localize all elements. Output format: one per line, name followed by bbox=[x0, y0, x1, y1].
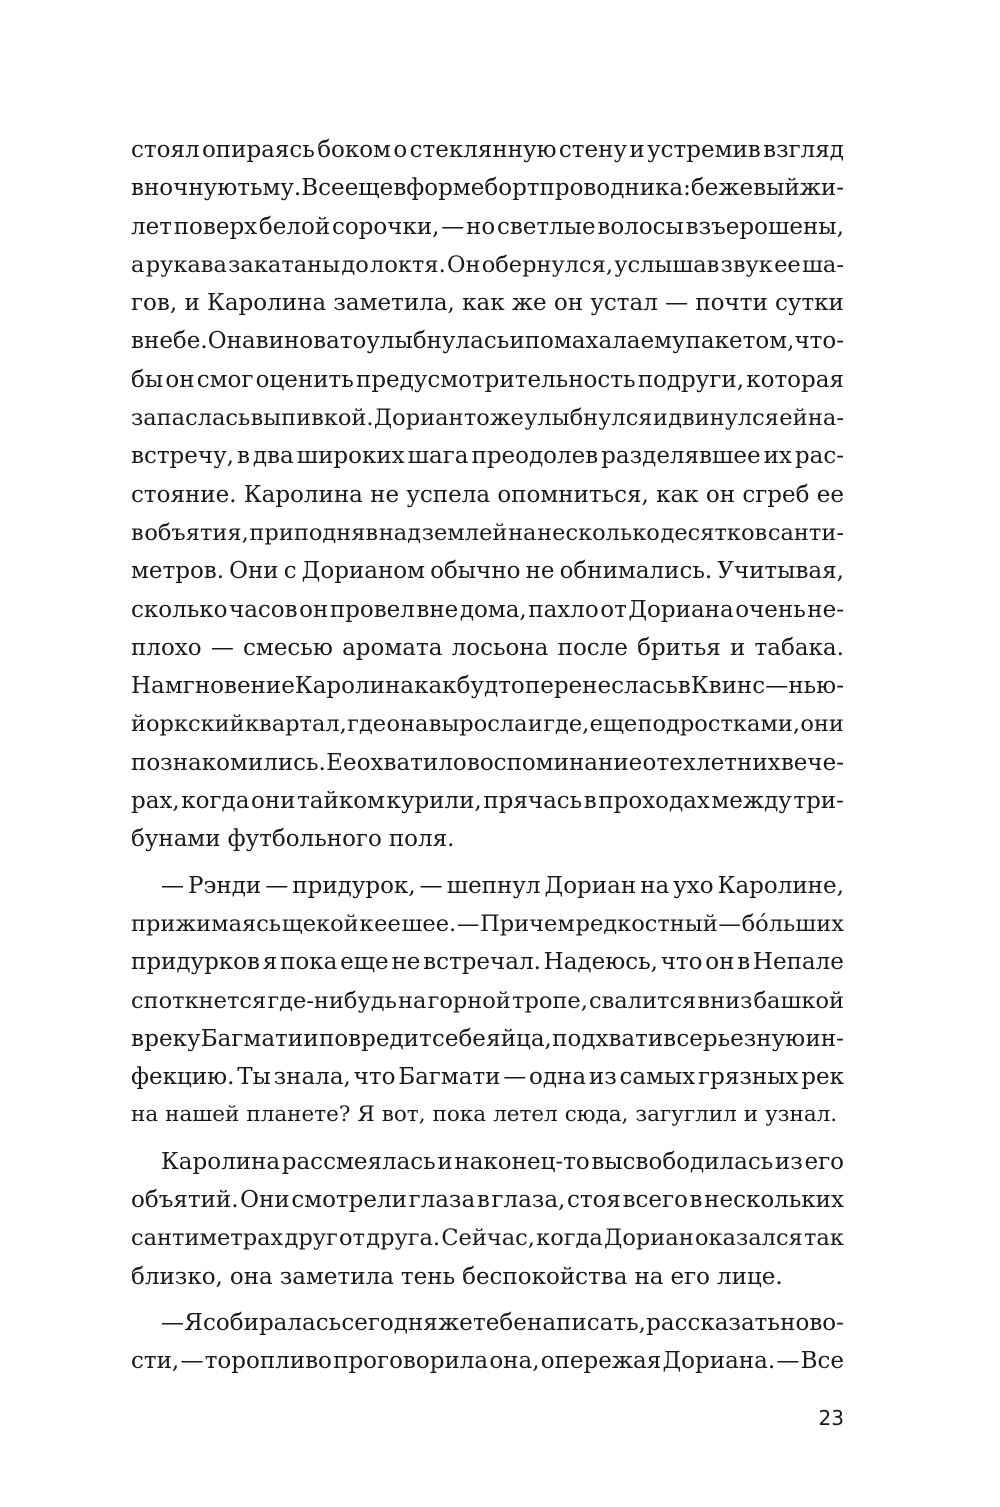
text-line: — Рэнди — придурок, — шепнул Дориан на ухо Каролине, bbox=[161, 872, 844, 899]
text-line: сантиметрах друг от друга. Сейчас, когда Дориан оказался так bbox=[131, 1225, 844, 1252]
text-line: На мгновение Каролина как будто перенеслась в Квинс — нью- bbox=[131, 673, 844, 700]
body-text bbox=[131, 131, 844, 1381]
paragraph bbox=[131, 1143, 844, 1296]
text-line: на нашей планете? Я вот, пока летел сюда, загуглил и узнал. bbox=[131, 1102, 838, 1128]
text-line: познакомились. Ее охватило воспоминание о тех летних вече- bbox=[131, 749, 844, 776]
text-line: метров. Они с Дорианом обычно не обнимались. Учитывая, bbox=[131, 558, 844, 585]
text-line: — Я собиралась сегодня же тебе написать, рассказать ново- bbox=[161, 1309, 844, 1336]
text-line: в небе. Она виновато улыбнулась и помахала ему пакетом, что- bbox=[131, 328, 844, 355]
paragraph-gap bbox=[131, 1296, 844, 1304]
text-line: запаслась выпивкой. Дориан тоже улыбнулся и двинулся ей на- bbox=[131, 405, 844, 432]
text-line: гов, и Каролина заметила, как же он устал — почти сутки bbox=[131, 290, 844, 317]
text-line: стояние. Каролина не успела опомниться, как он сгреб ее bbox=[131, 481, 844, 508]
text-line: сколько часов он провел вне дома, пахло от Дориана очень не- bbox=[131, 596, 844, 623]
paragraph bbox=[131, 1304, 844, 1381]
text-line: рах, когда они тайком курили, прячась в проходах между три- bbox=[131, 788, 844, 815]
paragraph-gap bbox=[131, 1135, 844, 1143]
paragraph bbox=[131, 867, 844, 1135]
text-line: придурков я пока еще не встречал. Надеюсь, что он в Непале bbox=[131, 949, 844, 976]
text-line: лет поверх белой сорочки, — но светлые волосы взъерошены, bbox=[131, 213, 844, 240]
text-line: прижимаясь щекой к ее шее. — Причем редкостный — бóльших bbox=[131, 910, 844, 937]
text-line: йоркский квартал, где она выросла и где, еще подростками, они bbox=[131, 711, 844, 738]
text-line: сти, — торопливо проговорила она, опережая Дориана. — Все bbox=[131, 1348, 844, 1375]
text-line: в реку Багмати и повредит себе яйца, подхватив серьезную ин- bbox=[131, 1025, 844, 1052]
text-line: объятий. Они смотрели глаза в глаза, стоя всего в нескольких bbox=[131, 1187, 844, 1214]
text-line: Каролина рассмеялась и наконец-то высвободилась из его bbox=[161, 1148, 844, 1175]
page-number: 23 bbox=[818, 1406, 844, 1430]
text-line: споткнется где-нибудь на горной тропе, свалится вниз башкой bbox=[131, 987, 844, 1014]
text-line: близко, она заметила тень беспокойства на его лице. bbox=[131, 1263, 783, 1290]
text-line: фекцию. Ты знала, что Багмати — одна из самых грязных рек bbox=[131, 1064, 844, 1091]
text-line: в объятия, приподняв над землей на несколько десятков санти- bbox=[131, 519, 844, 546]
text-line: бы он смог оценить предусмотрительность подруги, которая bbox=[131, 366, 844, 393]
text-line: встречу, в два широких шага преодолев разделявшее их рас- bbox=[131, 443, 844, 470]
text-line: бунами футбольного поля. bbox=[131, 826, 455, 853]
text-line: стоял опираясь боком о стеклянную стену и устремив взгляд bbox=[131, 137, 844, 163]
text-line: а рукава закатаны до локтя. Он обернулся, услышав звук ее ша- bbox=[131, 251, 844, 278]
text-line: в ночную тьму. Все еще в форме бортпроводника: бежевый жи- bbox=[131, 175, 844, 202]
paragraph bbox=[131, 131, 844, 859]
text-line: плохо — смесью аромата лосьона после бритья и табака. bbox=[131, 634, 844, 661]
paragraph-gap bbox=[131, 859, 844, 867]
